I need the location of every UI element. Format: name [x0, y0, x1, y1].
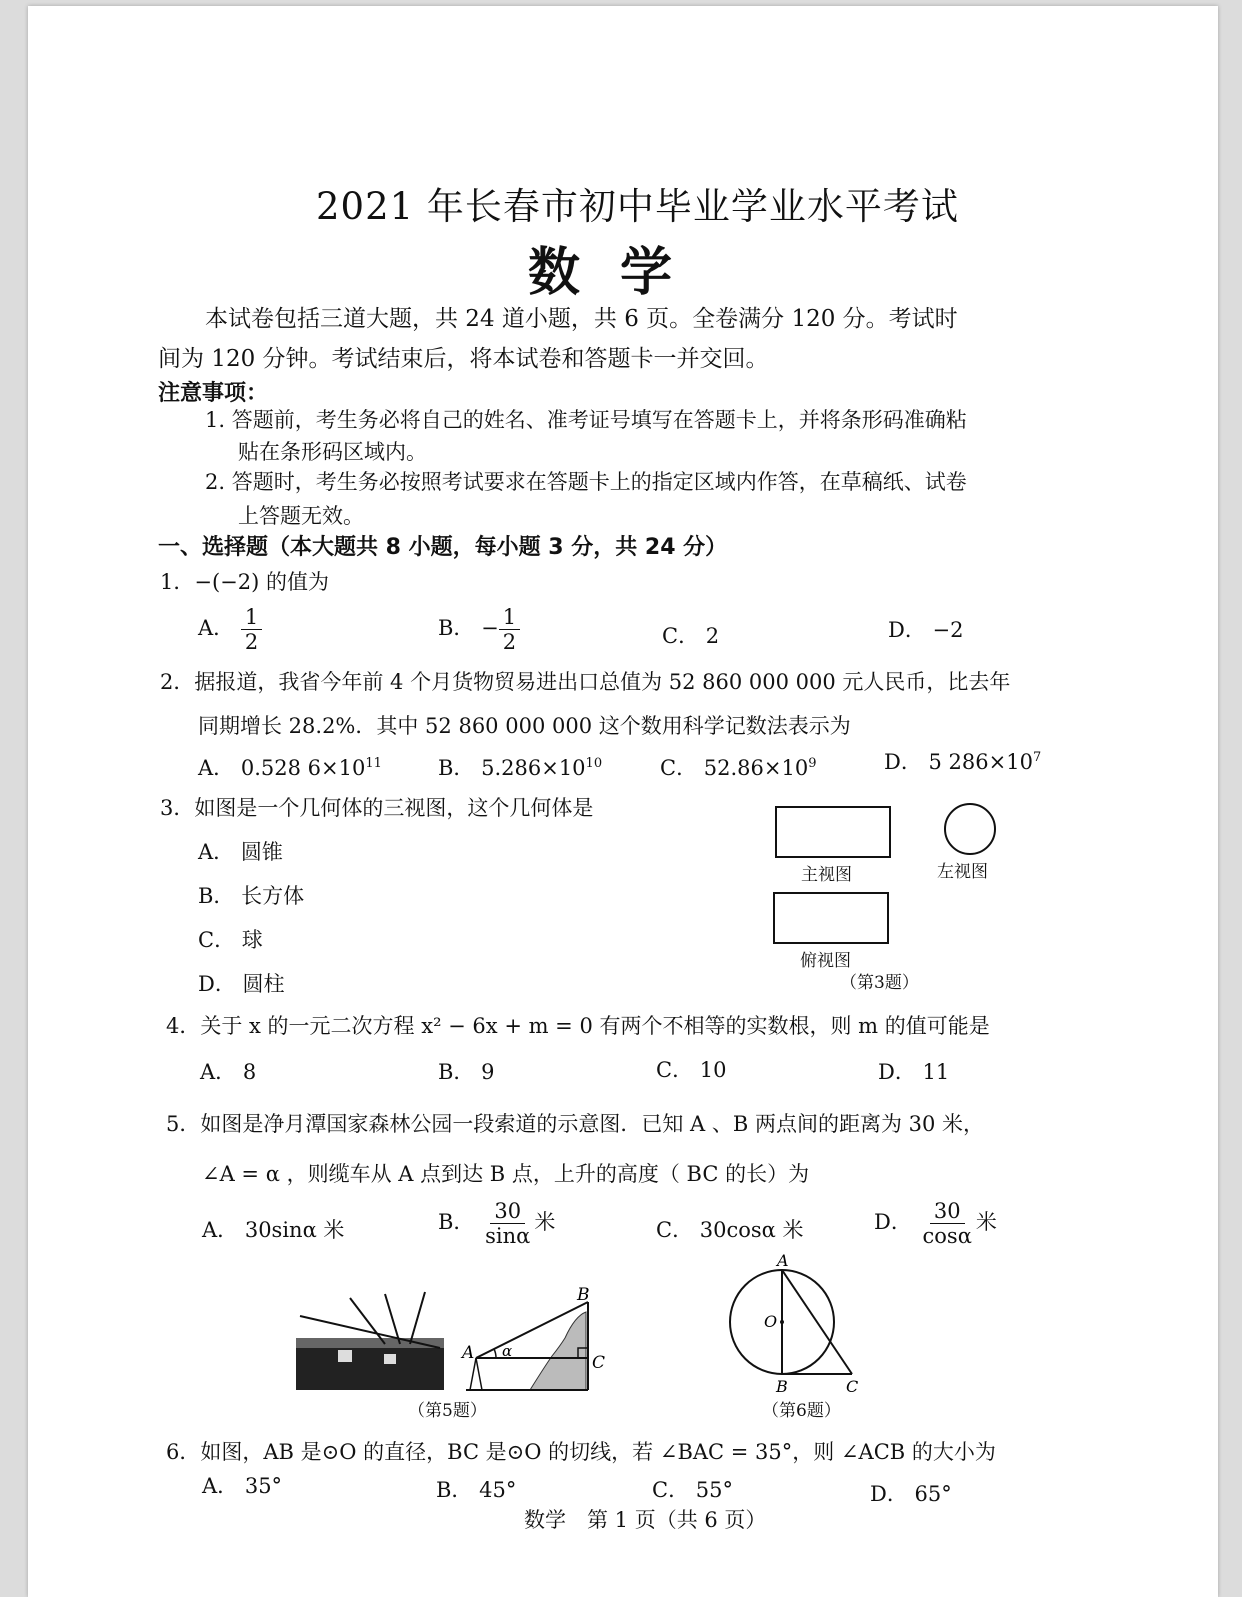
question-3-option-c: C． 球 [198, 928, 263, 952]
point-a-label: A [462, 1343, 475, 1363]
question-4-option-d: D． 11 [878, 1060, 950, 1084]
page-footer: 数学 第 1 页（共 6 页） [524, 1508, 767, 1532]
question-4-option-c: C． 10 [656, 1058, 727, 1082]
figure-6 [720, 1248, 870, 1398]
point-o-label: O [764, 1312, 778, 1331]
left-view-circle [944, 803, 996, 855]
question-3-stem: 3．如图是一个几何体的三视图，这个几何体是 [160, 796, 594, 820]
figure-5-caption: （第5题） [408, 1401, 487, 1421]
question-3-option-d: D． 圆柱 [198, 972, 285, 996]
note-2-line-2: 上答题无效。 [238, 504, 364, 528]
question-6-option-b: B． 45° [436, 1478, 517, 1502]
point-c-label: C [846, 1377, 859, 1396]
question-2-line-1: 2．据报道，我省今年前 4 个月货物贸易进出口总值为 52 860 000 000 元人民币，比去年 [160, 670, 1011, 694]
note-1-line-1: 1. 答题前，考生务必将自己的姓名、准考证号填写在答题卡上，并将条形码准确粘 [205, 408, 967, 432]
question-2-option-b: B． $5.286\times 10^{10}$ [438, 756, 603, 780]
question-6-stem: 6．如图，AB 是⊙O 的直径，BC 是⊙O 的切线，若 ∠BAC = 35°，则 ∠ACB 的大小为 [166, 1440, 996, 1464]
exam-title: 2021 年长春市初中毕业学业水平考试 [316, 185, 959, 228]
section-1-heading: 一、选择题（本大题共 8 小题，每小题 3 分，共 24 分） [158, 535, 728, 560]
question-3-option-a: A． 圆锥 [198, 840, 283, 864]
segment-ac [782, 1270, 852, 1374]
front-view-rectangle [775, 806, 891, 858]
question-3-option-b: B． 长方体 [198, 884, 305, 908]
question-2-option-a: A． 0.528 $6\times 10^{11}$ [198, 756, 382, 780]
intro-line-2: 间为 120 分钟。考试结束后，将本试卷和答题卡一并交回。 [158, 346, 769, 372]
intro-line-1: 本试卷包括三道大题，共 24 道小题，共 6 页。全卷满分 120 分。考试时 [205, 306, 958, 332]
figure-3-caption: （第3题） [840, 973, 919, 993]
question-1-option-a: A． $\frac{1}{2}$ [198, 606, 262, 653]
question-4-stem: 4．关于 x 的一元二次方程 x² − 6x + m = 0 有两个不相等的实数根，则 m 的值可能是 [166, 1014, 990, 1038]
question-6-option-d: D． 65° [870, 1482, 952, 1506]
question-1-option-c: C． 2 [662, 624, 720, 648]
question-1-option-d: D． −2 [888, 618, 964, 642]
question-5-line-2: ∠A = α ，则缆车从 A 点到达 B 点，上升的高度（ BC 的长）为 [202, 1162, 810, 1186]
note-2-line-1: 2. 答题时，考生务必按照考试要求在答题卡上的指定区域内作答，在草稿纸、试卷 [205, 470, 967, 494]
question-6-option-c: C． 55° [652, 1478, 733, 1502]
top-view-rectangle [773, 892, 889, 944]
question-2-line-2: 同期增长 28.2%．其中 52 860 000 000 这个数用科学记数法表示为 [198, 714, 851, 738]
question-4-option-a: A． 8 [200, 1060, 257, 1084]
question-5-option-b: B． $\frac{30}{\sin\alpha}$ 米 [438, 1199, 556, 1249]
point-a-label: A [777, 1251, 789, 1270]
question-5-option-d: D． $\frac{30}{\cos\alpha}$ 米 [874, 1199, 997, 1249]
fraction: $\frac{1}{2}$ [241, 606, 262, 653]
question-1-stem: 1．−(−2) 的值为 [160, 570, 329, 594]
subject-title: 数学 [528, 243, 713, 303]
top-view-label: 俯视图 [800, 951, 851, 971]
figure-5 [290, 1286, 620, 1396]
question-6-option-a: A． 35° [202, 1474, 283, 1498]
question-2-option-d: D． 5 $286\times 10^7$ [884, 750, 1042, 774]
note-1-line-2: 贴在条形码区域内。 [238, 440, 427, 464]
point-b-label: B [577, 1286, 590, 1305]
question-1-option-b: B． − $\frac{1}{2}$ [438, 606, 520, 653]
question-4-option-b: B． 9 [438, 1060, 495, 1084]
question-5-line-1: 5．如图是净月潭国家森林公园一段索道的示意图．已知 A 、B 两点间的距离为 30 米， [166, 1112, 985, 1136]
question-5-option-a: A． 30sinα 米 [202, 1218, 345, 1242]
fraction: $\frac{1}{2}$ [499, 606, 520, 653]
question-2-option-c: C． $52.86\times 10^9$ [660, 756, 817, 780]
point-b-label: B [776, 1377, 788, 1396]
front-view-label: 主视图 [801, 865, 852, 885]
angle-alpha-label: α [502, 1342, 513, 1360]
cable-car-photo [296, 1292, 444, 1390]
figure-6-caption: （第6题） [762, 1401, 841, 1421]
right-triangle-diagram [460, 1286, 605, 1390]
question-5-option-c: C． 30cosα 米 [656, 1218, 804, 1242]
notes-title: 注意事项： [158, 381, 269, 406]
point-c-label: C [592, 1353, 606, 1373]
fraction: $\frac{30}{\cos\alpha}$ [922, 1199, 972, 1249]
left-view-label: 左视图 [937, 862, 988, 882]
fraction: $\frac{30}{\sin\alpha}$ [485, 1199, 531, 1249]
